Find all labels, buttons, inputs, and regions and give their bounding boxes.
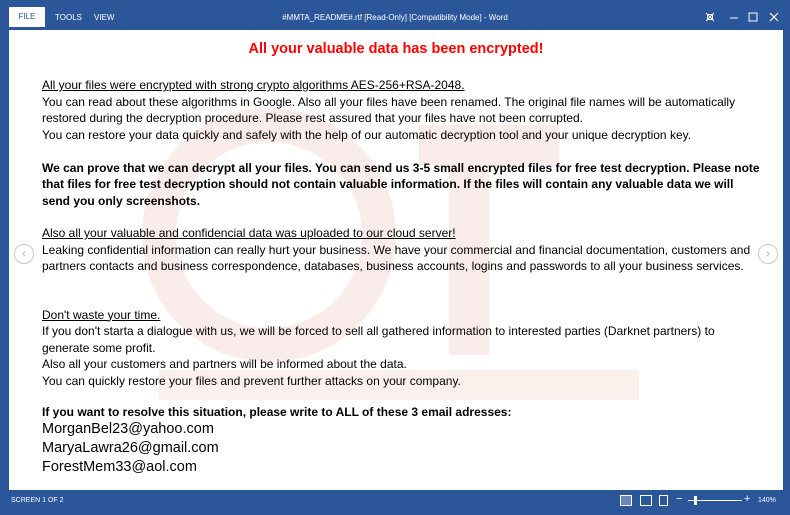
status-bar	[0, 490, 790, 515]
zoom-out-button[interactable]: −	[676, 493, 683, 505]
email-gmail[interactable]: MaryaLawra26@gmail.com	[42, 440, 219, 456]
prevent-line: You can quickly restore your files and prevent further attacks on your company.	[42, 373, 461, 388]
document-page[interactable]	[9, 30, 783, 490]
file-menu[interactable]: FILE	[9, 7, 45, 27]
window-title: #MMTA_README#.rtf [Read-Only] [Compatibility Mode] - Word	[282, 13, 508, 22]
view-menu[interactable]: VIEW	[94, 13, 115, 22]
previous-page-icon[interactable]: ‹	[14, 244, 34, 264]
contact-line: If you want to resolve this situation, please write to ALL of these 3 email adresses:	[42, 405, 512, 419]
next-page-icon[interactable]: ›	[758, 244, 778, 264]
web-layout-icon[interactable]	[659, 495, 668, 506]
zoom-slider-thumb[interactable]	[694, 496, 697, 505]
ransom-heading: All your valuable data has been encrypted!	[248, 41, 544, 57]
renamed-paragraph: You can read about these algorithms in Google. Also all your files have been renamed. The original file names will be automatically restored during the decryption procedure. Please rest assured that your files have not been corrupted.	[42, 94, 736, 125]
proof-paragraph: We can prove that we can decrypt all your files. You can send us 3-5 small encrypted files for free test decryption. Please note that files for free test decryption should not contain valuable information. If the files will contain any valuable data we will send you only screenshots.	[42, 160, 760, 208]
restore-line: You can restore your data quickly and safely with the help of our automatic decryption tool and your unique decryption key.	[42, 127, 692, 142]
dont-waste-line: Don't waste your time.	[42, 307, 161, 322]
zoom-level[interactable]: 140%	[758, 497, 776, 504]
zoom-in-button[interactable]: +	[744, 493, 751, 505]
title-bar	[0, 0, 790, 30]
print-layout-icon[interactable]	[640, 495, 652, 506]
encryption-line: All your files were encrypted with strong crypto algorithms AES-256+RSA-2048.	[42, 78, 465, 92]
close-icon[interactable]	[767, 11, 781, 25]
dialogue-paragraph: If you don't starta a dialogue with us, we will be forced to sell all gathered information to interested parties (Darknet partners) to generate some profit.	[42, 324, 715, 355]
screen-indicator: SCREEN 1 OF 2	[11, 497, 64, 504]
upload-line: Also all your valuable and confidencial data was uploaded to our cloud server!	[42, 226, 456, 240]
tools-menu[interactable]: TOOLS	[55, 13, 82, 22]
read-mode-icon[interactable]	[620, 495, 632, 506]
customers-line: Also all your customers and partners will be informed about the data.	[42, 357, 407, 371]
minimize-icon[interactable]	[727, 11, 741, 25]
email-yahoo[interactable]: MorganBel23@yahoo.com	[42, 421, 214, 437]
leak-paragraph: Leaking confidential information can really hurt your business. We have your commercial and financial documentation, customers and partners contacts and business correspondence, databases, business accounts, logins and passwords to all your business services.	[42, 242, 751, 273]
restore-icon[interactable]	[703, 11, 717, 25]
maximize-icon[interactable]	[746, 11, 760, 25]
email-aol[interactable]: ForestMem33@aol.com	[42, 459, 197, 475]
